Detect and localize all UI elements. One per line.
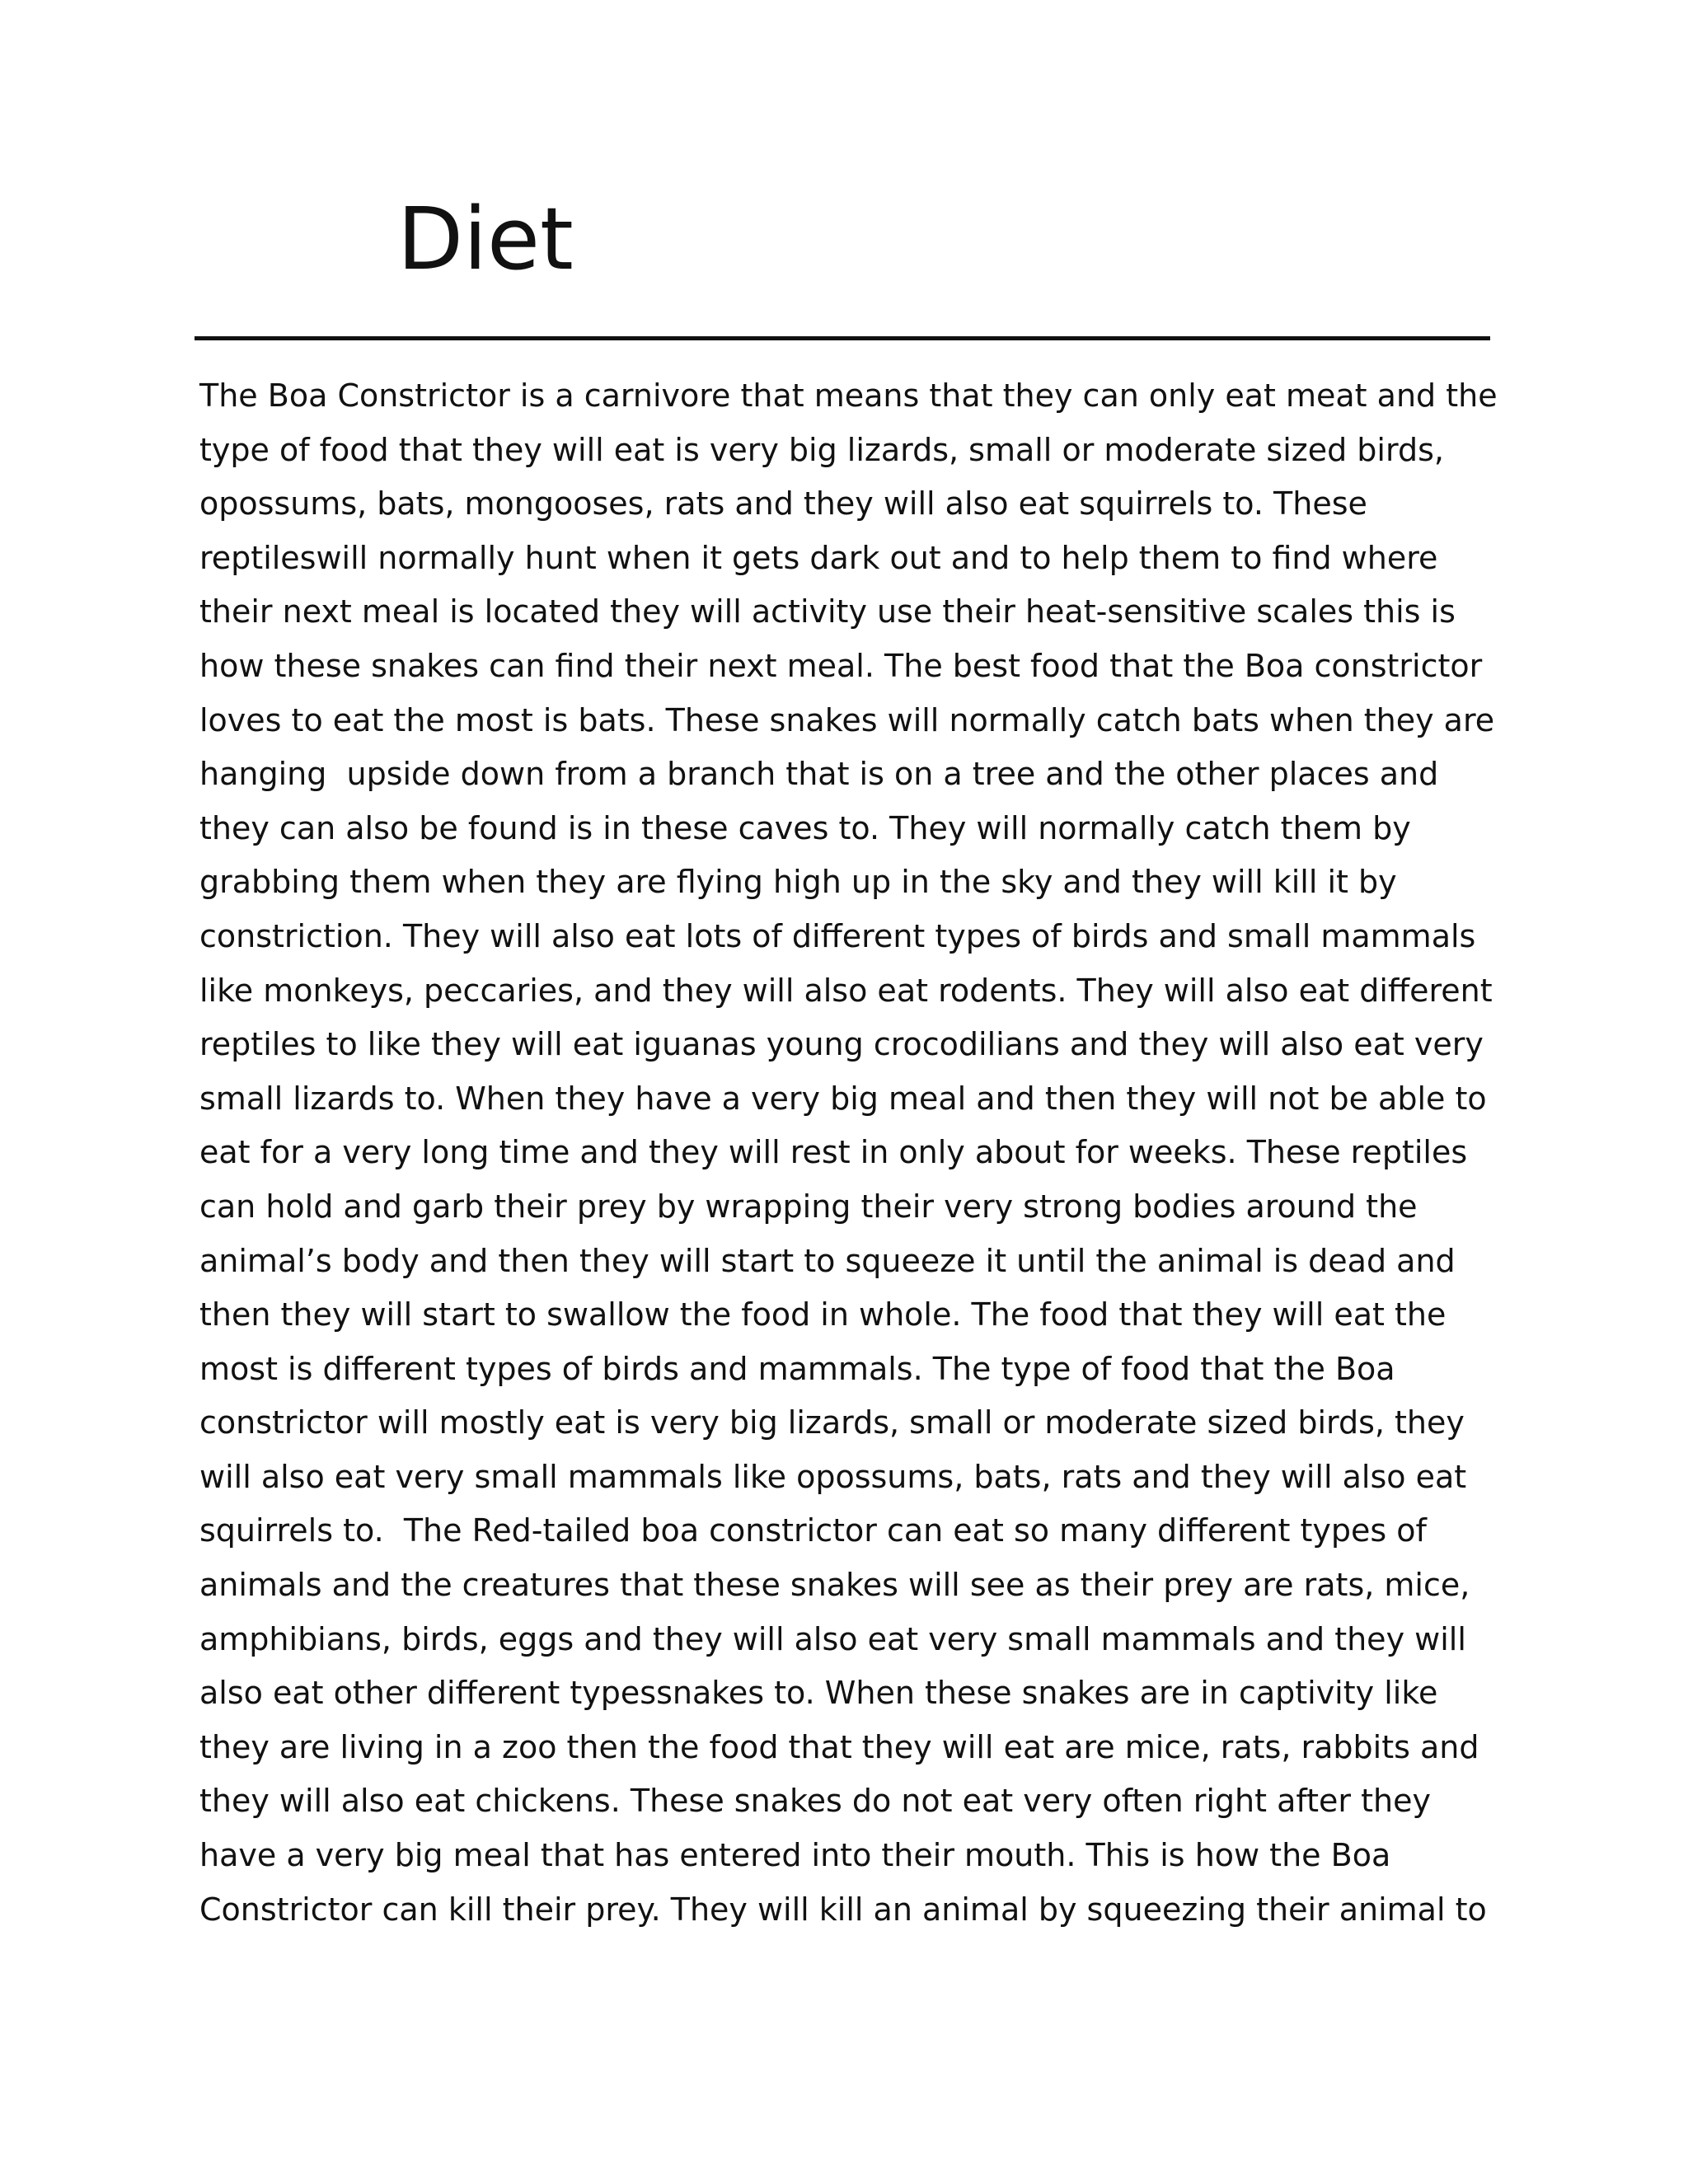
text-line: they can also be found is in these caves to. They will normally catch them by	[199, 809, 1411, 846]
text-line: they will also eat chickens. These snakes do not eat very often right after they	[199, 1783, 1431, 1820]
text-line: small lizards to. When they have a very big meal and then they will not be able to	[199, 1080, 1487, 1117]
text-line: how these snakes can find their next meal. The best food that the Boa constrictor	[199, 647, 1483, 684]
text-line: reptiles to like they will eat iguanas young crocodilians and they will also eat very	[199, 1026, 1484, 1063]
text-line: most is different types of birds and mammals. The type of food that the Boa	[199, 1350, 1395, 1387]
text-line: The Boa Constrictor is a carnivore that means that they can only eat meat and the	[199, 377, 1498, 414]
text-line: Constrictor can kill their prey. They will kill an animal by squeezing their animal to	[199, 1891, 1487, 1928]
text-line: animals and the creatures that these snakes will see as their prey are rats, mice,	[199, 1567, 1470, 1604]
text-line: eat for a very long time and they will rest in only about for weeks. These reptiles	[199, 1134, 1468, 1171]
title-divider	[195, 336, 1490, 340]
text-line: have a very big meal that has entered into their mouth. This is how the Boa	[199, 1837, 1391, 1874]
text-line: like monkeys, peccaries, and they will also eat rodents. They will also eat different	[199, 972, 1493, 1009]
text-line: squirrels to. The Red-tailed boa constrictor can eat so many different types of	[199, 1512, 1427, 1549]
text-line: opossums, bats, mongooses, rats and they will also eat squirrels to. These	[199, 485, 1367, 523]
body-text	[199, 369, 1502, 1937]
text-line: can hold and garb their prey by wrapping their very strong bodies around the	[199, 1188, 1418, 1225]
text-line: hanging upside down from a branch that is on a tree and the other places and	[199, 756, 1439, 793]
text-line: will also eat very small mammals like opossums, bats, rats and they will also eat	[199, 1458, 1467, 1495]
text-line: then they will start to swallow the food in whole. The food that they will eat the	[199, 1296, 1447, 1333]
text-line: animal’s body and then they will start to squeeze it until the animal is dead and	[199, 1242, 1456, 1279]
text-line: type of food that they will eat is very big lizards, small or moderate sized birds,	[199, 431, 1444, 468]
text-line: constrictor will mostly eat is very big lizards, small or moderate sized birds, they	[199, 1404, 1465, 1441]
text-line: loves to eat the most is bats. These snakes will normally catch bats when they are	[199, 701, 1495, 738]
text-line: amphibians, birds, eggs and they will also eat very small mammals and they will	[199, 1620, 1466, 1657]
text-line: they are living in a zoo then the food that they will eat are mice, rats, rabbits and	[199, 1728, 1479, 1765]
text-line: reptileswill normally hunt when it gets dark out and to help them to find where	[199, 539, 1438, 576]
text-line: their next meal is located they will activity use their heat-sensitive scales this is	[199, 593, 1456, 630]
text-line: constriction. They will also eat lots of different types of birds and small mammals	[199, 917, 1476, 954]
text-line: grabbing them when they are flying high up in the sky and they will kill it by	[199, 864, 1397, 901]
text-line: also eat other different typessnakes to. When these snakes are in captivity like	[199, 1675, 1438, 1712]
page-title: Diet	[397, 189, 574, 289]
